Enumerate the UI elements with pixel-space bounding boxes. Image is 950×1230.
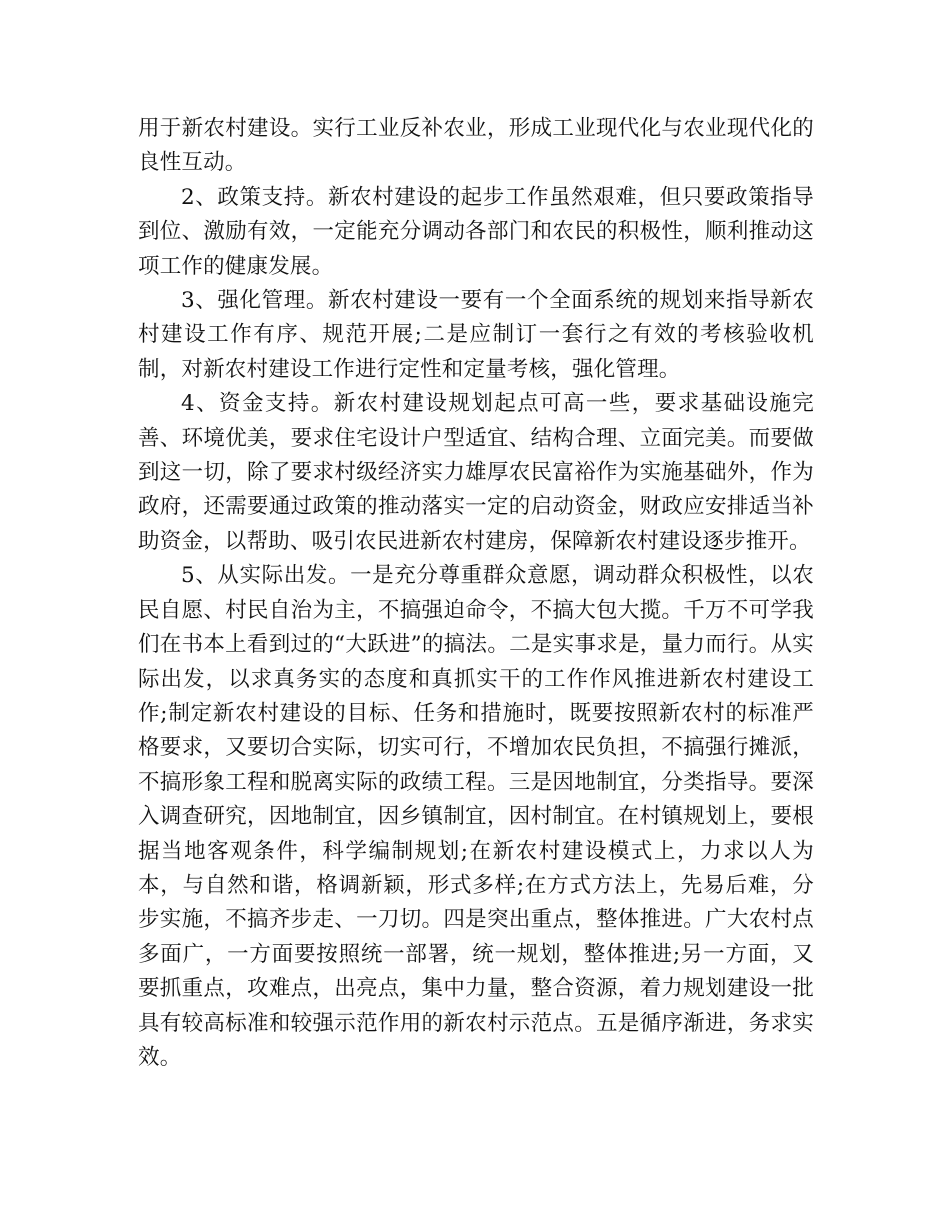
paragraph-continuation: 用于新农村建设。实行工业反补农业，形成工业现代化与农业现代化的良性互动。 [138,116,814,176]
paragraph-funding-support: 4、资金支持。新农村建设规划起点可高一些，要求基础设施完善、环境优美，要求住宅设计户型适宜、结构合理、立面完美。而要做到这一切，除了要求村级经济实力雄厚农民富裕作为实施基础外，作为政府，还需要通过政策的推动落实一定的启动资金，财政应安排适当补助资金，以帮助、吸引农民进新农村建房，保障新农村建设逐步推开。 [138,391,814,554]
paragraph-policy-support: 2、政策支持。新农村建设的起步工作虽然艰难，但只要政策指导到位、激励有效，一定能充分调动各部门和农民的积极性，顺利推动这项工作的健康发展。 [138,184,814,279]
document-page [138,112,814,1075]
paragraph-strengthen-management: 3、强化管理。新农村建设一要有一个全面系统的规划来指导新农村建设工作有序、规范开展;二是应制订一套行之有效的考核验收机制，对新农村建设工作进行定性和定量考核，强化管理。 [138,288,814,382]
paragraph-practical-approach: 5、从实际出发。一是充分尊重群众意愿，调动群众积极性，以农民自愿、村民自治为主，不搞强迫命令，不搞大包大揽。千万不可学我们在书本上看到过的“大跃进”的搞法。二是实事求是，量力而行。从实际出发，以求真务实的态度和真抓实干的工作作风推进新农村建设工作;制定新农村建设的目标、任务和措施时，既要按照新农村的标准严格要求，又要切合实际，切实可行，不增加农民负担，不搞强行摊派，不搞形象工程和脱离实际的政绩工程。三是因地制宜，分类指导。要深入调查研究，因地制宜，因乡镇制宜，因村制宜。在村镇规划上，要根据当地客观条件，科学编制规划;在新农村建设模式上，力求以人为本，与自然和谐，格调新颖，形式多样;在方式方法上，先易后难，分步实施，不搞齐步走、一刀切。四是突出重点，整体推进。广大农村点多面广，一方面要按照统一部署，统一规划，整体推进;另一方面，又要抓重点，攻难点，出亮点，集中力量，整合资源，着力规划建设一批具有较高标准和较强示范作用的新农村示范点。五是循序渐进，务求实效。 [138,563,814,1070]
